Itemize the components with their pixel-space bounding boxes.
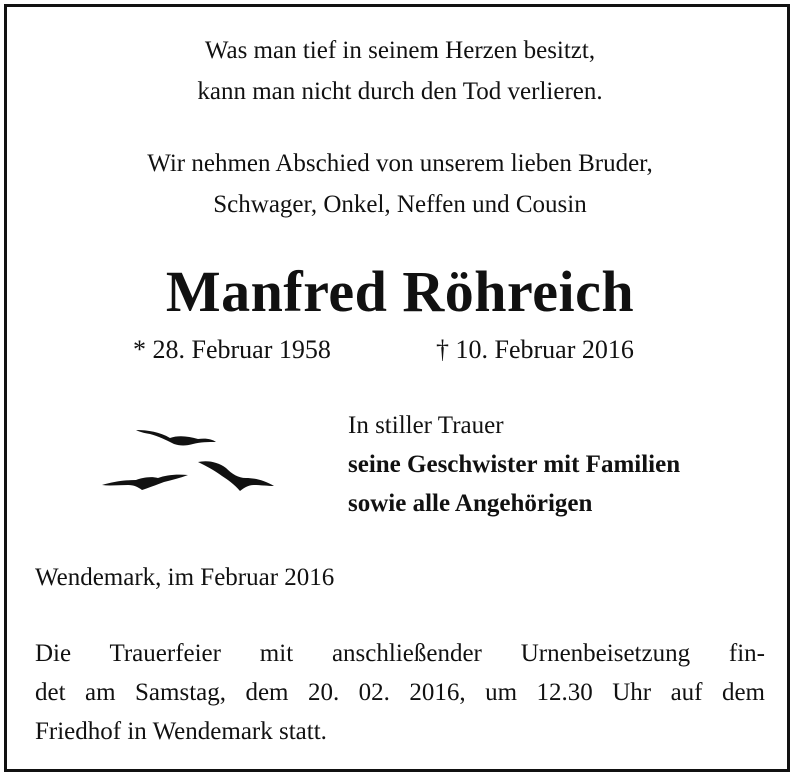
funeral-line-1: Die Trauerfeier mit anschließender Urnenbeisetzung fin- [35, 640, 765, 667]
mourners-line-1: In stiller Trauer [348, 412, 504, 439]
place-date: Wendemark, im Februar 2016 [35, 564, 335, 591]
funeral-line-3: Friedhof in Wendemark statt. [35, 718, 327, 745]
death-date: † 10. Februar 2016 [436, 335, 634, 364]
memorial-quote [0, 30, 800, 112]
mourners-block [348, 406, 680, 523]
quote-line-2: kann man nicht durch den Tod verlieren. [197, 78, 603, 105]
mourners-line-2: seine Geschwister mit Familien [348, 451, 681, 478]
intro-line-2: Schwager, Onkel, Neffen und Cousin [213, 191, 587, 218]
flying-birds-icon [98, 418, 284, 502]
intro-line-1: Wir nehmen Abschied von unserem lieben Bruder, [147, 150, 653, 177]
farewell-intro [0, 143, 800, 225]
quote-line-1: Was man tief in seinem Herzen besitzt, [204, 37, 596, 64]
mourners-line-3: sowie alle Angehörigen [348, 490, 593, 517]
funeral-line-2: det am Samstag, dem 20. 02. 2016, um 12.30 Uhr auf dem [35, 679, 765, 706]
deceased-name: Manfred Röhreich [165, 259, 635, 324]
birth-date: * 28. Februar 1958 [133, 335, 331, 364]
funeral-details [35, 634, 765, 751]
